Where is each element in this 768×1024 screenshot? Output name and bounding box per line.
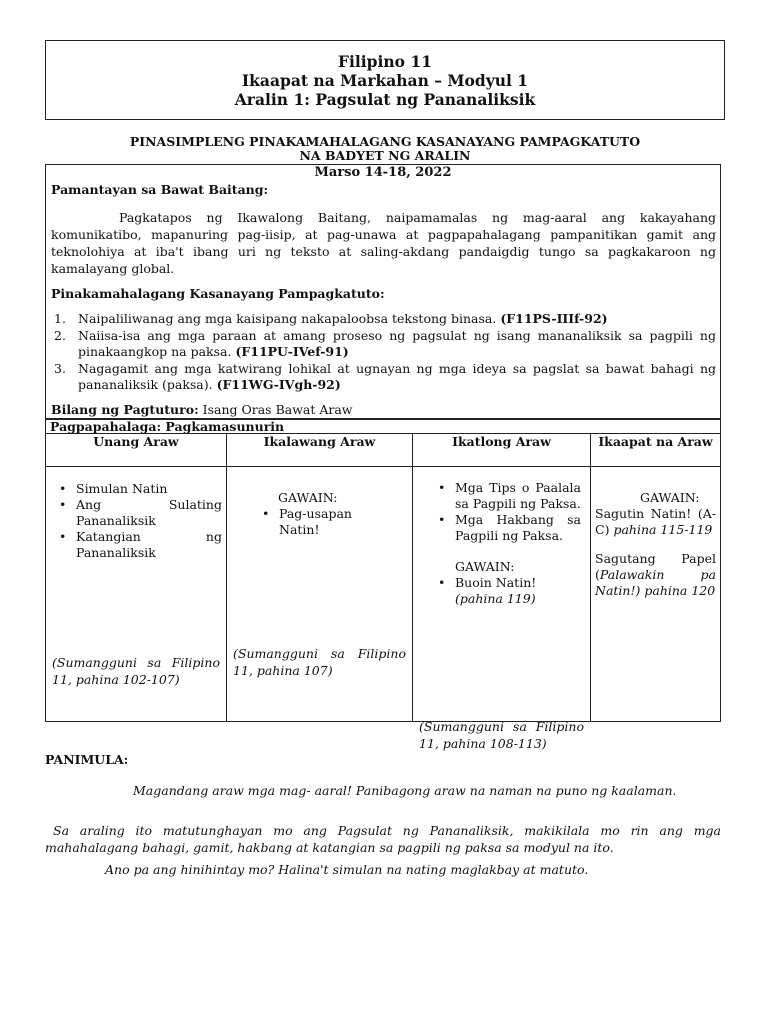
day2-reference: (Sumangguni sa Filipino 11, pahina 107) (233, 646, 406, 678)
budget-heading-line1: PINASIMPLENG PINAKAMAHALAGANG KASANAYANG PAMPAGKATUTO (129, 134, 641, 149)
list-item: • Simulan Natin (54, 481, 222, 497)
lesson-title: Aralin 1: Pagsulat ng Pananaliksik (234, 90, 536, 109)
intro-paragraph-2: Sa araling ito matutunghayan mo ang Pagsulat ng Pananaliksik, makikilala mo rin ang mga mahahalagang bahagi, gamit, hakbang at katangian sa pagpili ng paksa sa modyul na ito. (45, 823, 721, 855)
list-item: • Ang Sulating Pananaliksik (54, 497, 222, 529)
day3-cell (413, 467, 591, 751)
title-box (45, 40, 725, 120)
day3-gawain-label: GAWAIN: (455, 559, 515, 574)
list-item: • Katangian ng Pananaliksik (54, 529, 222, 561)
schedule-table (45, 419, 721, 751)
bilang-ng-pagtuturo: Bilang ng Pagtuturo: Isang Oras Bawat Araw (51, 402, 353, 417)
day3-reference: (Sumangguni sa Filipino 11, pahina 108-113) (419, 719, 584, 751)
day2-gawain-label: GAWAIN: (278, 490, 338, 505)
budget-heading-line2: NA BADYET NG ARALIN (299, 148, 471, 163)
standards-box (45, 164, 721, 419)
competency-item: 3. Nagagamit ang mga katwirang lohikal at ugnayan ng mga ideya sa pagslat sa bawat bahagi ng pananaliksik (paksa). (F11WG-IVgh-92) (54, 360, 716, 392)
header-day4: Ikaapat na Araw (591, 434, 721, 467)
competency-item: 2. Naiisa-isa ang mga paraan at amang proseso ng pagsulat ng isang mananaliksik sa pagpili ng pinakaangkop na paksa. (F11PU-IVef-91) (54, 327, 716, 359)
pagpapahalaga-row: Pagpapahalaga: Pagkamasunurin (46, 420, 721, 434)
subject-title: Filipino 11 (338, 52, 432, 71)
day3-pahina: (pahina 119) (455, 591, 536, 606)
day1-reference: (Sumangguni sa Filipino 11, pahina 102-107) (52, 655, 220, 687)
competency-list (51, 311, 716, 394)
header-day3: Ikatlong Araw (413, 434, 591, 467)
list-item: • Buoin Natin! (433, 575, 586, 591)
quarter-module-title: Ikaapat na Markahan – Modyul 1 (241, 71, 529, 90)
list-item: • Pag-usapan Natin! (257, 506, 367, 538)
date-range: Marso 14-18, 2022 (314, 165, 452, 180)
day1-cell (46, 467, 227, 722)
header-day2: Ikalawang Araw (227, 434, 413, 467)
day4-sagutin: Sagutin Natin! (A-C) pahina 115-119 (595, 506, 716, 537)
day4-sagutang-papel: Sagutang Papel (Palawakin pa Natin!) pahina 120 (595, 551, 716, 598)
pamantayan-text: Pagkatapos ng Ikawalong Baitang, naipamamalas ng mag-aaral ang kakayahang komunikatibo, mapanuring pag-iisip, at pag-unawa at pagpapahalagang pampanitikan gamit ang teknolohiya at iba't ibang uri ng teksto at saling-akdang pandaigdig tungo sa pagkakaroon ng kamalayang global. (51, 210, 716, 276)
pamantayan-label: Pamantayan sa Bawat Baitang: (51, 182, 269, 197)
panimula-heading: PANIMULA: (45, 752, 129, 767)
competency-item: 1. Naipaliliwanag ang mga kaisipang nakapaloobsa tekstong binasa. (F11PS-IIIf-92) (54, 311, 608, 326)
list-item: • Mga Tips o Paalala sa Pagpili ng Paksa. (433, 480, 581, 512)
intro-paragraph-1: Magandang araw mga mag- aaral! Panibagong araw na naman na puno ng kaalaman. (133, 783, 677, 798)
intro-paragraph-3: Ano pa ang hinihintay mo? Halina't simulan na nating maglakbay at matuto. (105, 862, 589, 877)
header-day1: Unang Araw (46, 434, 227, 467)
day2-cell (227, 467, 413, 722)
day4-gawain-label: GAWAIN: (640, 490, 700, 505)
kasanayan-label: Pinakamahalagang Kasanayang Pampagkatuto: (51, 286, 385, 301)
day4-cell (591, 467, 721, 722)
list-item: • Mga Hakbang sa Pagpili ng Paksa. (433, 512, 581, 544)
